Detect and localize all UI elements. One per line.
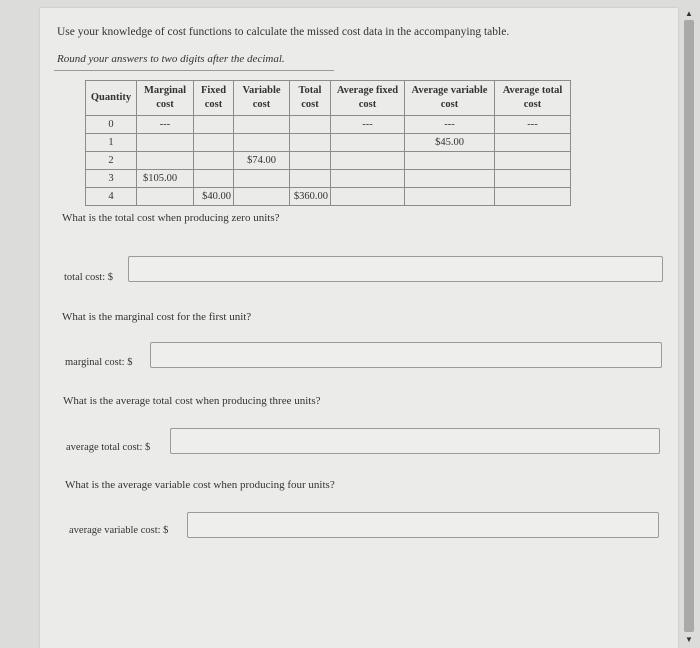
table-header-row bbox=[86, 81, 571, 116]
label-marginal-cost: marginal cost: $ bbox=[65, 357, 133, 368]
cell-fixed-cost[interactable] bbox=[194, 170, 234, 188]
cell-average-total-cost: --- bbox=[495, 116, 571, 134]
table-row bbox=[86, 116, 571, 134]
question-average-variable-cost: What is the average variable cost when producing four units? bbox=[65, 479, 335, 491]
question-average-total-cost: What is the average total cost when producing three units? bbox=[63, 395, 321, 407]
average-total-cost-input[interactable] bbox=[170, 428, 660, 454]
average-variable-cost-input[interactable] bbox=[187, 512, 659, 538]
cell-average-fixed-cost[interactable] bbox=[331, 134, 405, 152]
cell-fixed-cost: $40.00 bbox=[194, 188, 234, 206]
cell-total-cost[interactable] bbox=[290, 152, 331, 170]
cell-fixed-cost[interactable] bbox=[194, 152, 234, 170]
cell-average-fixed-cost[interactable] bbox=[331, 152, 405, 170]
cell-variable-cost: $74.00 bbox=[234, 152, 290, 170]
marginal-cost-input[interactable] bbox=[150, 342, 662, 368]
scroll-up-icon[interactable]: ▲ bbox=[685, 9, 693, 18]
cost-table bbox=[85, 80, 571, 206]
total-cost-input[interactable] bbox=[128, 256, 663, 282]
table-row bbox=[86, 188, 571, 206]
table-row bbox=[86, 152, 571, 170]
cell-total-cost[interactable] bbox=[290, 134, 331, 152]
cell-average-total-cost[interactable] bbox=[495, 188, 571, 206]
cell-total-cost[interactable] bbox=[290, 170, 331, 188]
cell-average-fixed-cost[interactable] bbox=[331, 170, 405, 188]
header-quantity: Quantity bbox=[86, 81, 137, 116]
table-row bbox=[86, 134, 571, 152]
cell-variable-cost[interactable] bbox=[234, 188, 290, 206]
question-sheet bbox=[40, 8, 678, 648]
cell-variable-cost[interactable] bbox=[234, 170, 290, 188]
cell-average-variable-cost[interactable] bbox=[405, 152, 495, 170]
label-total-cost: total cost: $ bbox=[64, 272, 113, 283]
cell-quantity: 2 bbox=[86, 152, 137, 170]
instructions-text: Use your knowledge of cost functions to calculate the missed cost data in the accompanying table. bbox=[57, 26, 510, 38]
cell-total-cost: $360.00 bbox=[290, 188, 331, 206]
cell-marginal-cost[interactable] bbox=[137, 188, 194, 206]
header-average-fixed-cost: Average fixed cost bbox=[331, 81, 405, 116]
question-marginal-cost: What is the marginal cost for the first unit? bbox=[62, 311, 252, 323]
rounding-note: Round your answers to two digits after the decimal. bbox=[57, 53, 285, 65]
cell-average-variable-cost: --- bbox=[405, 116, 495, 134]
divider bbox=[54, 70, 334, 71]
header-marginal-cost: Marginal cost bbox=[137, 81, 194, 116]
cell-marginal-cost[interactable] bbox=[137, 152, 194, 170]
cell-average-total-cost[interactable] bbox=[495, 152, 571, 170]
label-average-total-cost: average total cost: $ bbox=[66, 442, 151, 453]
cell-total-cost[interactable] bbox=[290, 116, 331, 134]
header-average-total-cost: Average total cost bbox=[495, 81, 571, 116]
cell-quantity: 0 bbox=[86, 116, 137, 134]
header-fixed-cost: Fixed cost bbox=[194, 81, 234, 116]
cell-average-total-cost[interactable] bbox=[495, 170, 571, 188]
cell-quantity: 3 bbox=[86, 170, 137, 188]
cell-quantity: 1 bbox=[86, 134, 137, 152]
cell-quantity: 4 bbox=[86, 188, 137, 206]
cell-fixed-cost[interactable] bbox=[194, 116, 234, 134]
cell-marginal-cost: --- bbox=[137, 116, 194, 134]
cell-average-fixed-cost[interactable] bbox=[331, 188, 405, 206]
cell-average-variable-cost[interactable] bbox=[405, 170, 495, 188]
cell-variable-cost[interactable] bbox=[234, 116, 290, 134]
cell-marginal-cost[interactable] bbox=[137, 134, 194, 152]
scroll-down-icon[interactable]: ▼ bbox=[685, 635, 693, 644]
cell-average-variable-cost[interactable] bbox=[405, 188, 495, 206]
table-row bbox=[86, 170, 571, 188]
cell-variable-cost[interactable] bbox=[234, 134, 290, 152]
cell-average-fixed-cost: --- bbox=[331, 116, 405, 134]
scrollbar[interactable] bbox=[684, 20, 694, 632]
header-variable-cost: Variable cost bbox=[234, 81, 290, 116]
question-total-cost: What is the total cost when producing zero units? bbox=[62, 212, 280, 224]
cell-average-variable-cost: $45.00 bbox=[405, 134, 495, 152]
header-average-variable-cost: Average variable cost bbox=[405, 81, 495, 116]
cell-average-total-cost[interactable] bbox=[495, 134, 571, 152]
cell-marginal-cost: $105.00 bbox=[137, 170, 194, 188]
cell-fixed-cost[interactable] bbox=[194, 134, 234, 152]
header-total-cost: Total cost bbox=[290, 81, 331, 116]
label-average-variable-cost: average variable cost: $ bbox=[69, 525, 169, 536]
